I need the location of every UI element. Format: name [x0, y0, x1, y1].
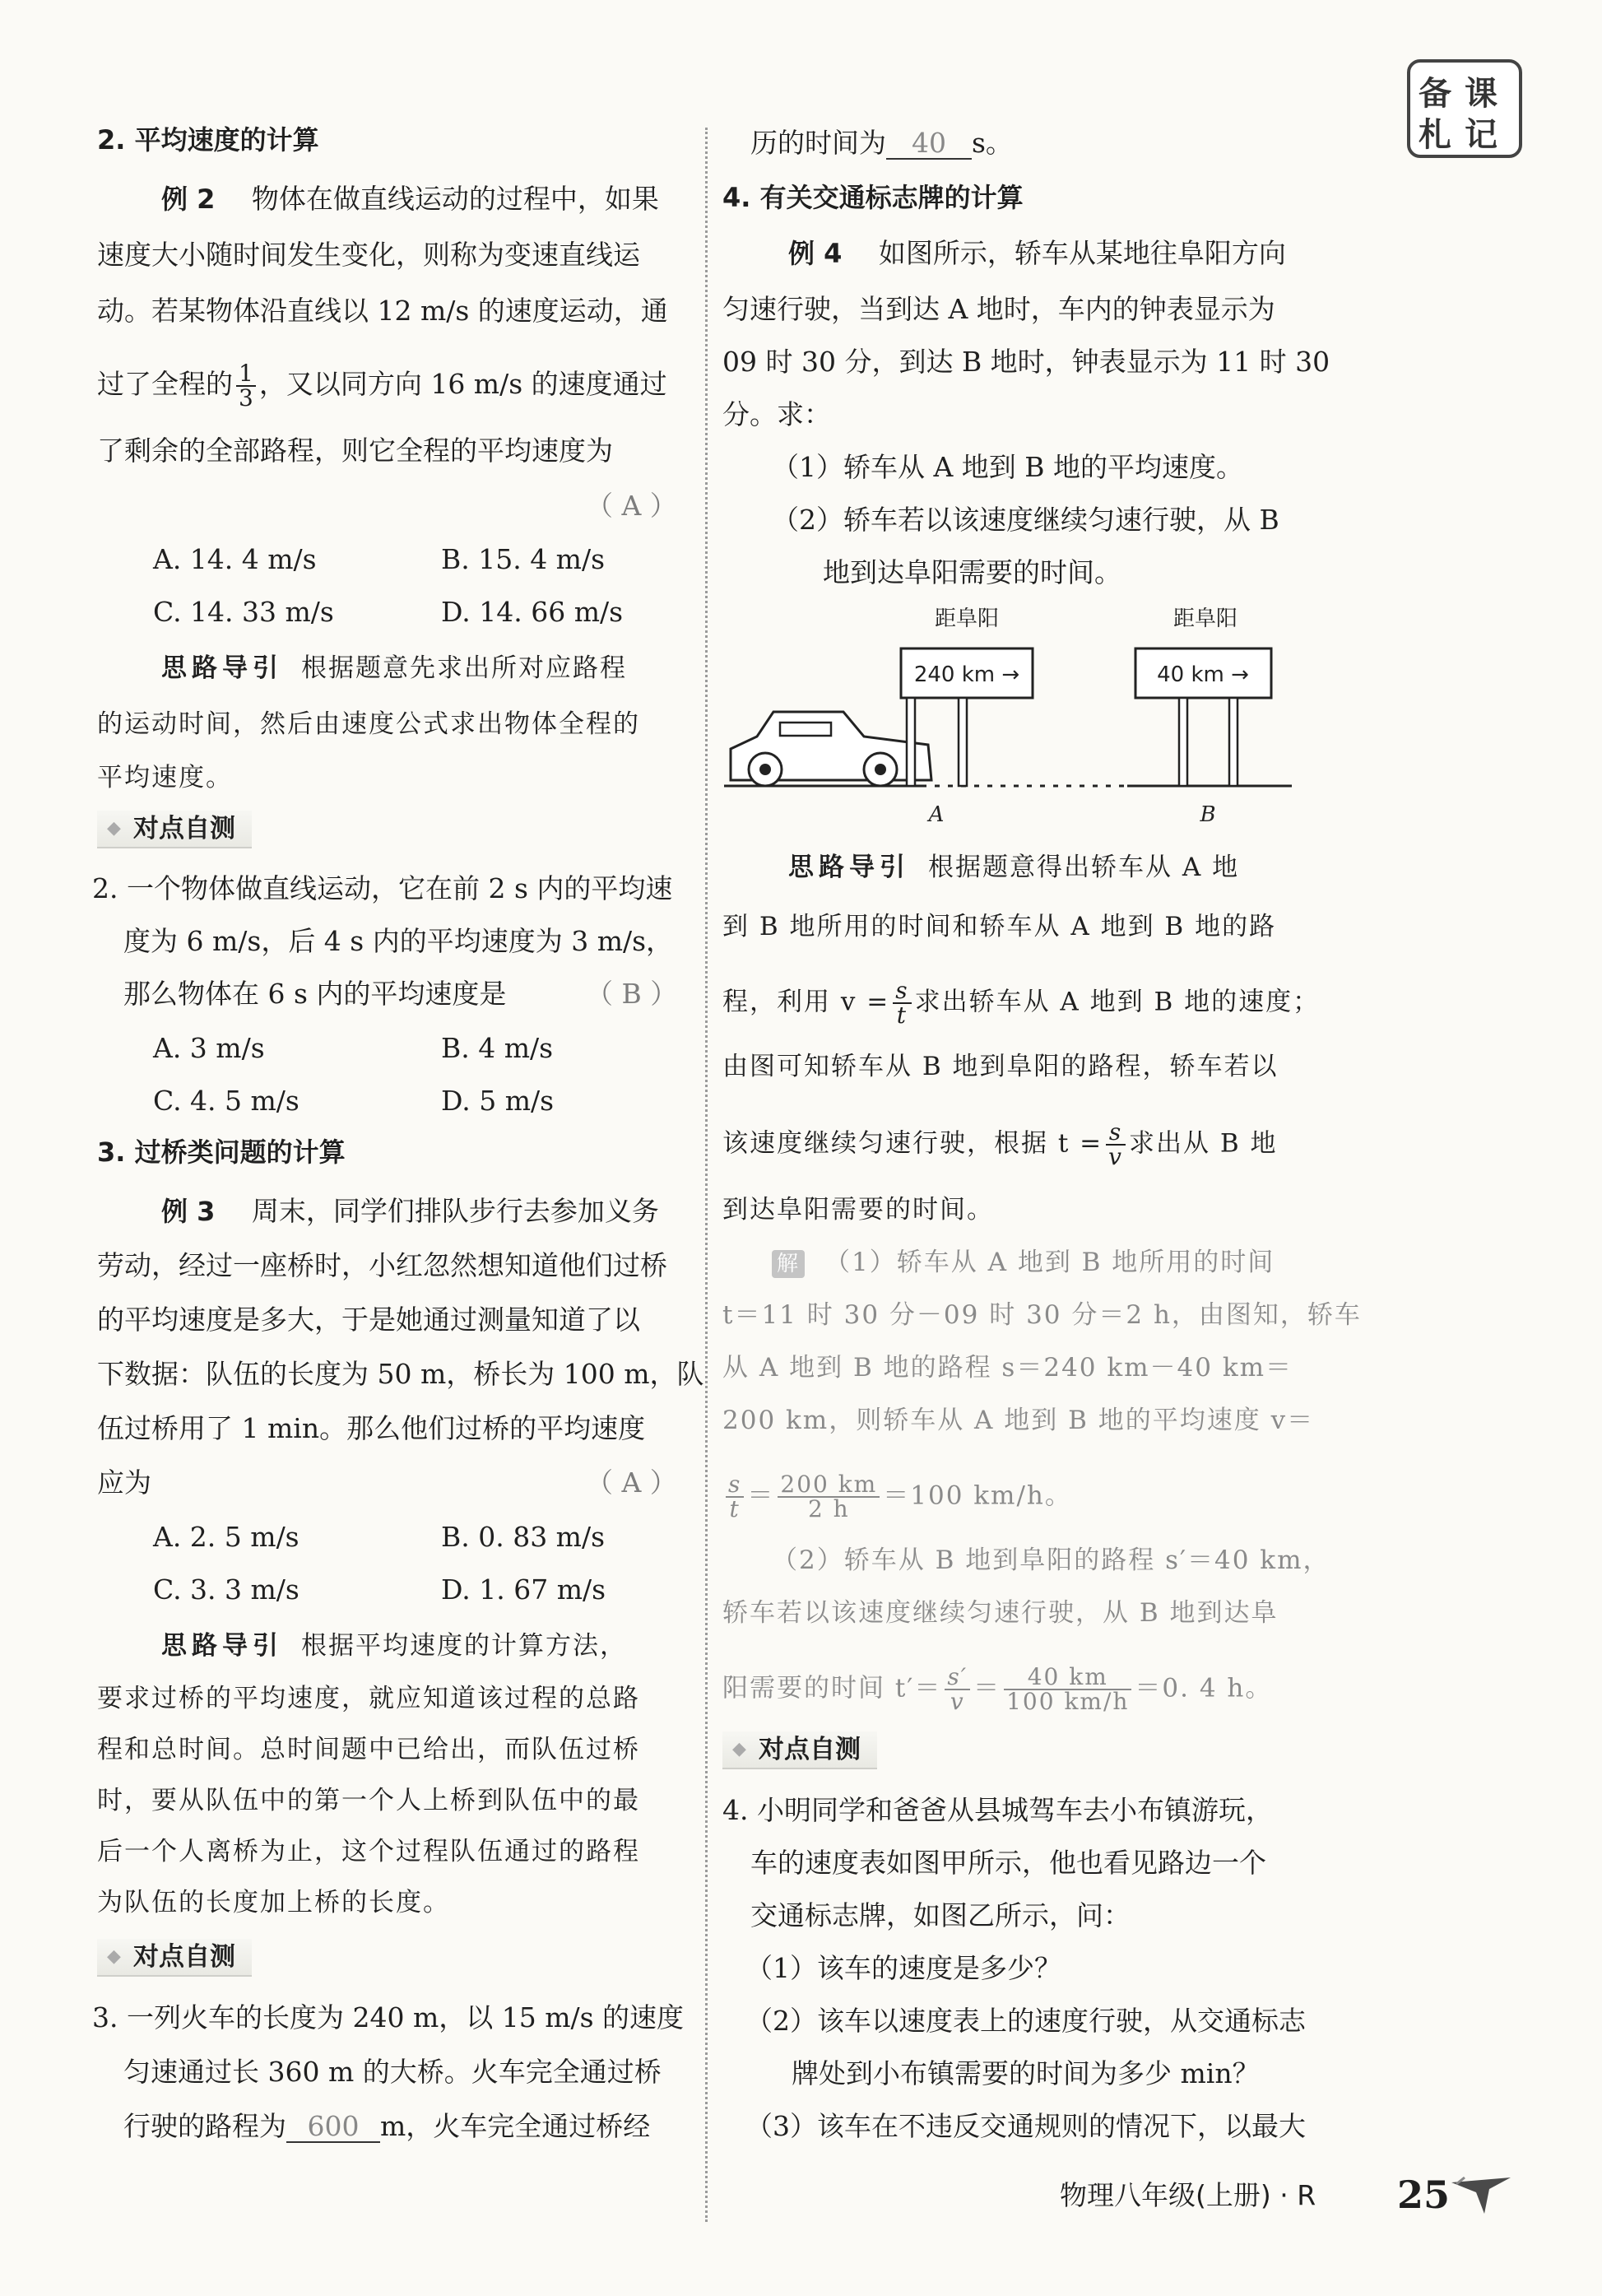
- solution-line: （2）轿车从 B 地到阜阳的路程 s′＝40 km，: [772, 1545, 1330, 1575]
- question-4-subquestion: （1）该车的速度是多少？: [745, 1952, 1061, 1984]
- answer-bracket: （ A ）: [586, 1466, 677, 1499]
- question-4-subquestion: （2）该车以速度表上的速度行驶，从交通标志: [745, 2005, 1306, 2037]
- sign-a-value: 240 km →: [913, 662, 1020, 687]
- example-4-line: 分。求：: [722, 398, 831, 430]
- hint-line: 平均速度。: [97, 763, 233, 792]
- hint-line: 后一个人离桥为止，这个过程队伍通过的路程: [97, 1837, 640, 1866]
- question-4-subquestion: 牌处到小布镇需要的时间为多少 min？: [792, 2057, 1260, 2089]
- question-3-line: 匀速通过长 360 m 的大桥。火车完全通过桥: [123, 2056, 662, 2088]
- diamond-icon: ◆: [107, 1946, 121, 1967]
- option: A. 14. 4 m/s: [153, 543, 317, 575]
- sign-b-value: 40 km →: [1157, 662, 1249, 687]
- option: A. 2. 5 m/s: [153, 1521, 300, 1553]
- example-label: 例 4: [788, 238, 843, 269]
- example-4-line: 匀速行驶，当到达 A 地时，车内的钟表显示为: [722, 293, 1275, 325]
- sign-a-title: 距阜阳: [934, 607, 1000, 631]
- car-icon: [731, 712, 931, 786]
- question-3-line: 3. 一列火车的长度为 240 m，以 15 m/s 的速度: [92, 2001, 685, 2033]
- self-test-tag: ◆ 对点自测: [97, 1939, 252, 1977]
- solution-line: 200 km，则轿车从 A 地到 B 地的平均速度 v＝: [722, 1406, 1315, 1435]
- example-3-line: 例 3 周末，同学们排队步行去参加义务: [161, 1195, 659, 1227]
- column-divider: [705, 128, 708, 2222]
- example-4-line: 09 时 30 分，到达 B 地时，钟表显示为 11 时 30: [722, 346, 1330, 378]
- solution-tag: 解: [772, 1250, 805, 1278]
- answer-blank: 40: [886, 128, 972, 160]
- question-4-subquestion: （3）该车在不违反交通规则的情况下，以最大: [745, 2110, 1306, 2142]
- answer-blank: 600: [286, 2112, 380, 2143]
- hint-line: 思路导引 根据平均速度的计算方法，: [161, 1631, 627, 1661]
- fraction: $\frac{s}{v}$: [1106, 1121, 1126, 1169]
- example-2-line: 了剩余的全部路程，则它全程的平均速度为: [97, 435, 613, 467]
- badge-char: 课: [1465, 75, 1498, 113]
- example-2-line: 动。若某物体沿直线以 12 m/s 的速度运动，通: [97, 295, 668, 327]
- footer-book-title: 物理八年级(上册) · R: [1060, 2179, 1316, 2211]
- section-title: 3. 过桥类问题的计算: [97, 1136, 346, 1168]
- badge-char: 札: [1419, 116, 1451, 154]
- option: A. 3 m/s: [153, 1032, 265, 1064]
- hint-line: 程，利用 v = $\frac{s}{t}$ 求出轿车从 A 地到 B 地的速度；: [722, 977, 1321, 1029]
- example-4-subquestion: （1）轿车从 A 地到 B 地的平均速度。: [772, 451, 1244, 483]
- hint-line: 到 B 地所用的时间和轿车从 A 地到 B 地的路: [722, 912, 1277, 941]
- example-2-line: 例 2 物体在做直线运动的过程中，如果: [161, 183, 659, 215]
- point-b-label: B: [1200, 802, 1216, 827]
- question-3-line: 行驶的路程为 600 m，火车完全通过桥经: [123, 2110, 651, 2142]
- hint-label: 思路导引: [788, 853, 910, 882]
- hint-line: 程和总时间。总时间题中已给出，而队伍过桥: [97, 1735, 640, 1764]
- self-test-tag: ◆ 对点自测: [722, 1731, 877, 1769]
- question-2-line: 2. 一个物体做直线运动，它在前 2 s 内的平均速: [92, 872, 673, 904]
- option: B. 4 m/s: [441, 1032, 554, 1064]
- corner-arrow-icon: [1448, 2171, 1514, 2220]
- hint-line: 由图可知轿车从 B 地到阜阳的路程，轿车若以: [722, 1052, 1279, 1081]
- solution-line: 轿车若以该速度继续匀速行驶，从 B 地到达阜: [722, 1598, 1279, 1628]
- badge-char: 记: [1465, 116, 1498, 154]
- answer-bracket: （ B ）: [586, 978, 678, 1010]
- option: C. 3. 3 m/s: [153, 1573, 300, 1606]
- solution-line: 从 A 地到 B 地的路程 s＝240 km－40 km＝: [722, 1353, 1293, 1383]
- question-2-line: 那么物体在 6 s 内的平均速度是: [123, 978, 507, 1010]
- notes-badge: [1407, 59, 1522, 158]
- question-4-line: 交通标志牌，如图乙所示，问：: [750, 1899, 1131, 1931]
- sign-b-title: 距阜阳: [1172, 607, 1238, 631]
- hint-line: 思路导引 根据题意先求出所对应路程: [161, 653, 627, 683]
- section-title: 4. 有关交通标志牌的计算: [722, 182, 1024, 213]
- example-label: 例 2: [161, 184, 216, 215]
- solution-line: 解 （1）轿车从 A 地到 B 地所用的时间: [772, 1246, 1275, 1279]
- solution-line: 阳需要的时间 t′＝ $\frac{s'}{v}$ ＝ $\frac{40 km}{100 km/h}$ ＝0. 4 h。: [722, 1663, 1273, 1715]
- fraction: $\frac{s}{t}$: [726, 1473, 744, 1521]
- option: B. 0. 83 m/s: [441, 1521, 606, 1553]
- example-4-line: 例 4 如图所示，轿车从某地往阜阳方向: [788, 237, 1286, 269]
- question-4-line: 车的速度表如图甲所示，他也看见路边一个: [750, 1847, 1266, 1879]
- hint-line: 思路导引 根据题意得出轿车从 A 地: [788, 853, 1240, 882]
- hint-label: 思路导引: [161, 653, 283, 683]
- hint-line: 该速度继续匀速行驶，根据 t = $\frac{s}{v}$ 求出从 B 地: [722, 1118, 1278, 1170]
- answer-bracket: （ A ）: [586, 490, 677, 522]
- question-3-continued: 历的时间为 40 s。: [750, 127, 1013, 159]
- hint-line: 时，要从队伍中的第一个人上桥到队伍中的最: [97, 1786, 640, 1815]
- page-number: 25: [1397, 2173, 1451, 2217]
- example-3-line: 应为: [97, 1466, 151, 1499]
- example-3-line: 伍过桥用了 1 min。那么他们过桥的平均速度: [97, 1412, 646, 1444]
- hint-line: 的运动时间，然后由速度公式求出物体全程的: [97, 709, 640, 739]
- example-4-subquestion: （2）轿车若以该速度继续匀速行驶，从 B: [772, 504, 1279, 536]
- fraction: $\frac{200 km}{2 h}$: [778, 1473, 880, 1521]
- hint-line: 要求过桥的平均速度，就应知道该过程的总路: [97, 1684, 640, 1713]
- sign-a: [901, 607, 1033, 827]
- option: D. 14. 66 m/s: [441, 596, 624, 628]
- question-2-line: 度为 6 m/s，后 4 s 内的平均速度为 3 m/s，: [123, 925, 674, 957]
- hint-label: 思路导引: [161, 1631, 283, 1661]
- example-3-line: 下数据：队伍的长度为 50 m，桥长为 100 m，队: [97, 1358, 704, 1390]
- fraction: $\frac{s'}{v}$: [945, 1666, 970, 1713]
- diamond-icon: ◆: [732, 1739, 746, 1759]
- example-2-line: 速度大小随时间发生变化，则称为变速直线运: [97, 239, 640, 271]
- section-title: 2. 平均速度的计算: [97, 124, 319, 156]
- hint-line: 到达阜阳需要的时间。: [722, 1195, 994, 1225]
- option: C. 4. 5 m/s: [153, 1085, 300, 1117]
- option: D. 1. 67 m/s: [441, 1573, 606, 1606]
- self-test-tag: ◆ 对点自测: [97, 811, 252, 848]
- fraction: $\frac{s}{t}$: [893, 979, 911, 1027]
- solution-line: $\frac{s}{t}$ ＝ $\frac{200 km}{2 h}$ ＝100 km/h。: [722, 1473, 1072, 1521]
- road-sign-figure: [724, 601, 1300, 835]
- point-a-label: A: [928, 802, 945, 827]
- option: C. 14. 33 m/s: [153, 596, 334, 628]
- diamond-icon: ◆: [107, 818, 121, 839]
- badge-char: 备: [1419, 75, 1451, 113]
- option: B. 15. 4 m/s: [441, 543, 606, 575]
- example-2-line: 过了全程的 $\frac{1}{3}$ ，又以同方向 16 m/s 的速度通过: [97, 360, 667, 411]
- example-3-line: 劳动，经过一座桥时，小红忽然想知道他们过桥: [97, 1249, 667, 1281]
- option: D. 5 m/s: [441, 1085, 555, 1117]
- example-4-subquestion: 地到达阜阳需要的时间。: [823, 556, 1121, 588]
- hint-line: 为队伍的长度加上桥的长度。: [97, 1888, 450, 1917]
- question-4-line: 4. 小明同学和爸爸从县城驾车去小布镇游玩，: [722, 1794, 1273, 1826]
- fraction: $\frac{40 km}{100 km/h}$: [1004, 1666, 1131, 1713]
- example-label: 例 3: [161, 1196, 216, 1227]
- sign-b: [1135, 607, 1271, 827]
- fraction: $\frac{1}{3}$: [236, 362, 256, 410]
- example-3-line: 的平均速度是多大，于是她通过测量知道了以: [97, 1304, 640, 1336]
- solution-line: t＝11 时 30 分－09 时 30 分＝2 h，由图知，轿车: [722, 1300, 1362, 1330]
